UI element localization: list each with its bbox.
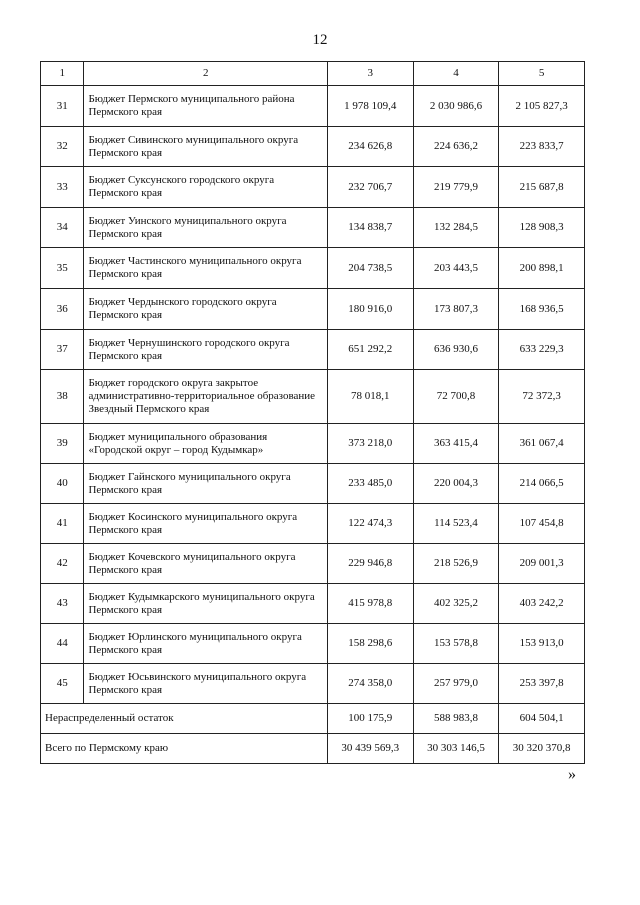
value-col4: 132 284,5 <box>413 208 499 248</box>
value-col5: 200 898,1 <box>499 248 585 289</box>
unallocated-row <box>41 704 585 734</box>
budget-name: Бюджет Косинского муниципального округа Пермского края <box>84 504 327 544</box>
value-col5: 214 066,5 <box>499 464 585 504</box>
value-col5: 215 687,8 <box>499 167 585 208</box>
value-col5: 403 242,2 <box>499 584 585 624</box>
table-row <box>41 330 585 370</box>
summary-value-v5: 30 320 370,8 <box>499 734 585 764</box>
value-col4: 402 325,2 <box>413 584 499 624</box>
column-header: 3 <box>327 62 413 86</box>
value-col3: 651 292,2 <box>327 330 413 370</box>
value-col3: 158 298,6 <box>327 624 413 664</box>
budget-name: Бюджет Суксунского городского округа Пермского края <box>84 167 327 208</box>
table-row <box>41 370 585 424</box>
value-col4: 224 636,2 <box>413 127 499 167</box>
value-col3: 180 916,0 <box>327 289 413 330</box>
row-number: 34 <box>41 208 84 248</box>
value-col4: 203 443,5 <box>413 248 499 289</box>
table-row <box>41 167 585 208</box>
budget-name: Бюджет Чердынского городского округа Пермского края <box>84 289 327 330</box>
summary-label: Всего по Пермскому краю <box>41 734 328 764</box>
value-col3: 274 358,0 <box>327 664 413 704</box>
page-number: 12 <box>312 32 328 48</box>
summary-value-v4: 588 983,8 <box>413 704 499 734</box>
budget-name: Бюджет городского округа закрытое административно-территориальное образование Звездный Пермского края <box>84 370 327 424</box>
row-number: 42 <box>41 544 84 584</box>
value-col3: 233 485,0 <box>327 464 413 504</box>
table-row <box>41 584 585 624</box>
row-number: 36 <box>41 289 84 330</box>
value-col5: 633 229,3 <box>499 330 585 370</box>
value-col4: 218 526,9 <box>413 544 499 584</box>
value-col5: 168 936,5 <box>499 289 585 330</box>
budget-name: Бюджет Чернушинского городского округа Пермского края <box>84 330 327 370</box>
table-body <box>41 86 585 704</box>
row-number: 43 <box>41 584 84 624</box>
table-header-row <box>41 62 585 86</box>
budget-name: Бюджет Юрлинского муниципального округа Пермского края <box>84 624 327 664</box>
budget-name: Бюджет Частинского муниципального округа Пермского края <box>84 248 327 289</box>
value-col3: 234 626,8 <box>327 127 413 167</box>
value-col4: 220 004,3 <box>413 464 499 504</box>
budget-table <box>40 61 585 764</box>
table-row <box>41 464 585 504</box>
table-row <box>41 664 585 704</box>
row-number: 40 <box>41 464 84 504</box>
table-row <box>41 86 585 127</box>
budget-name: Бюджет Юсьвинского муниципального округа Пермского края <box>84 664 327 704</box>
row-number: 38 <box>41 370 84 424</box>
table-row <box>41 544 585 584</box>
value-col4: 2 030 986,6 <box>413 86 499 127</box>
table-row <box>41 248 585 289</box>
value-col3: 232 706,7 <box>327 167 413 208</box>
summary-value-v4: 30 303 146,5 <box>413 734 499 764</box>
budget-name: Бюджет Сивинского муниципального округа Пермского края <box>84 127 327 167</box>
value-col3: 229 946,8 <box>327 544 413 584</box>
value-col3: 373 218,0 <box>327 424 413 464</box>
continuation-mark: » <box>568 766 576 783</box>
value-col4: 257 979,0 <box>413 664 499 704</box>
table-row <box>41 424 585 464</box>
summary-value-v3: 30 439 569,3 <box>327 734 413 764</box>
value-col5: 128 908,3 <box>499 208 585 248</box>
value-col3: 134 838,7 <box>327 208 413 248</box>
budget-name: Бюджет Кочевского муниципального округа Пермского края <box>84 544 327 584</box>
value-col4: 114 523,4 <box>413 504 499 544</box>
budget-name: Бюджет Пермского муниципального района Пермского края <box>84 86 327 127</box>
budget-name: Бюджет муниципального образования «Городской округ – город Кудымкар» <box>84 424 327 464</box>
value-col5: 2 105 827,3 <box>499 86 585 127</box>
value-col4: 153 578,8 <box>413 624 499 664</box>
value-col5: 209 001,3 <box>499 544 585 584</box>
row-number: 32 <box>41 127 84 167</box>
row-number: 35 <box>41 248 84 289</box>
summary-label: Нераспределенный остаток <box>41 704 328 734</box>
row-number: 45 <box>41 664 84 704</box>
column-header: 1 <box>41 62 84 86</box>
value-col5: 153 913,0 <box>499 624 585 664</box>
table-row <box>41 624 585 664</box>
budget-name: Бюджет Кудымкарского муниципального округа Пермского края <box>84 584 327 624</box>
value-col5: 361 067,4 <box>499 424 585 464</box>
value-col3: 122 474,3 <box>327 504 413 544</box>
value-col4: 219 779,9 <box>413 167 499 208</box>
row-number: 37 <box>41 330 84 370</box>
column-header: 4 <box>413 62 499 86</box>
row-number: 31 <box>41 86 84 127</box>
value-col4: 363 415,4 <box>413 424 499 464</box>
value-col5: 223 833,7 <box>499 127 585 167</box>
budget-name: Бюджет Гайнского муниципального округа Пермского края <box>84 464 327 504</box>
column-header: 5 <box>499 62 585 86</box>
value-col3: 204 738,5 <box>327 248 413 289</box>
table-summary <box>41 704 585 764</box>
table-row <box>41 208 585 248</box>
table-row <box>41 504 585 544</box>
total-row <box>41 734 585 764</box>
table-row <box>41 289 585 330</box>
row-number: 33 <box>41 167 84 208</box>
row-number: 44 <box>41 624 84 664</box>
row-number: 39 <box>41 424 84 464</box>
budget-name: Бюджет Уинского муниципального округа Пермского края <box>84 208 327 248</box>
summary-value-v5: 604 504,1 <box>499 704 585 734</box>
value-col3: 415 978,8 <box>327 584 413 624</box>
value-col3: 78 018,1 <box>327 370 413 424</box>
value-col4: 72 700,8 <box>413 370 499 424</box>
value-col5: 72 372,3 <box>499 370 585 424</box>
value-col5: 107 454,8 <box>499 504 585 544</box>
value-col4: 173 807,3 <box>413 289 499 330</box>
row-number: 41 <box>41 504 84 544</box>
summary-value-v3: 100 175,9 <box>327 704 413 734</box>
table-row <box>41 127 585 167</box>
value-col5: 253 397,8 <box>499 664 585 704</box>
value-col3: 1 978 109,4 <box>327 86 413 127</box>
value-col4: 636 930,6 <box>413 330 499 370</box>
column-header: 2 <box>84 62 327 86</box>
